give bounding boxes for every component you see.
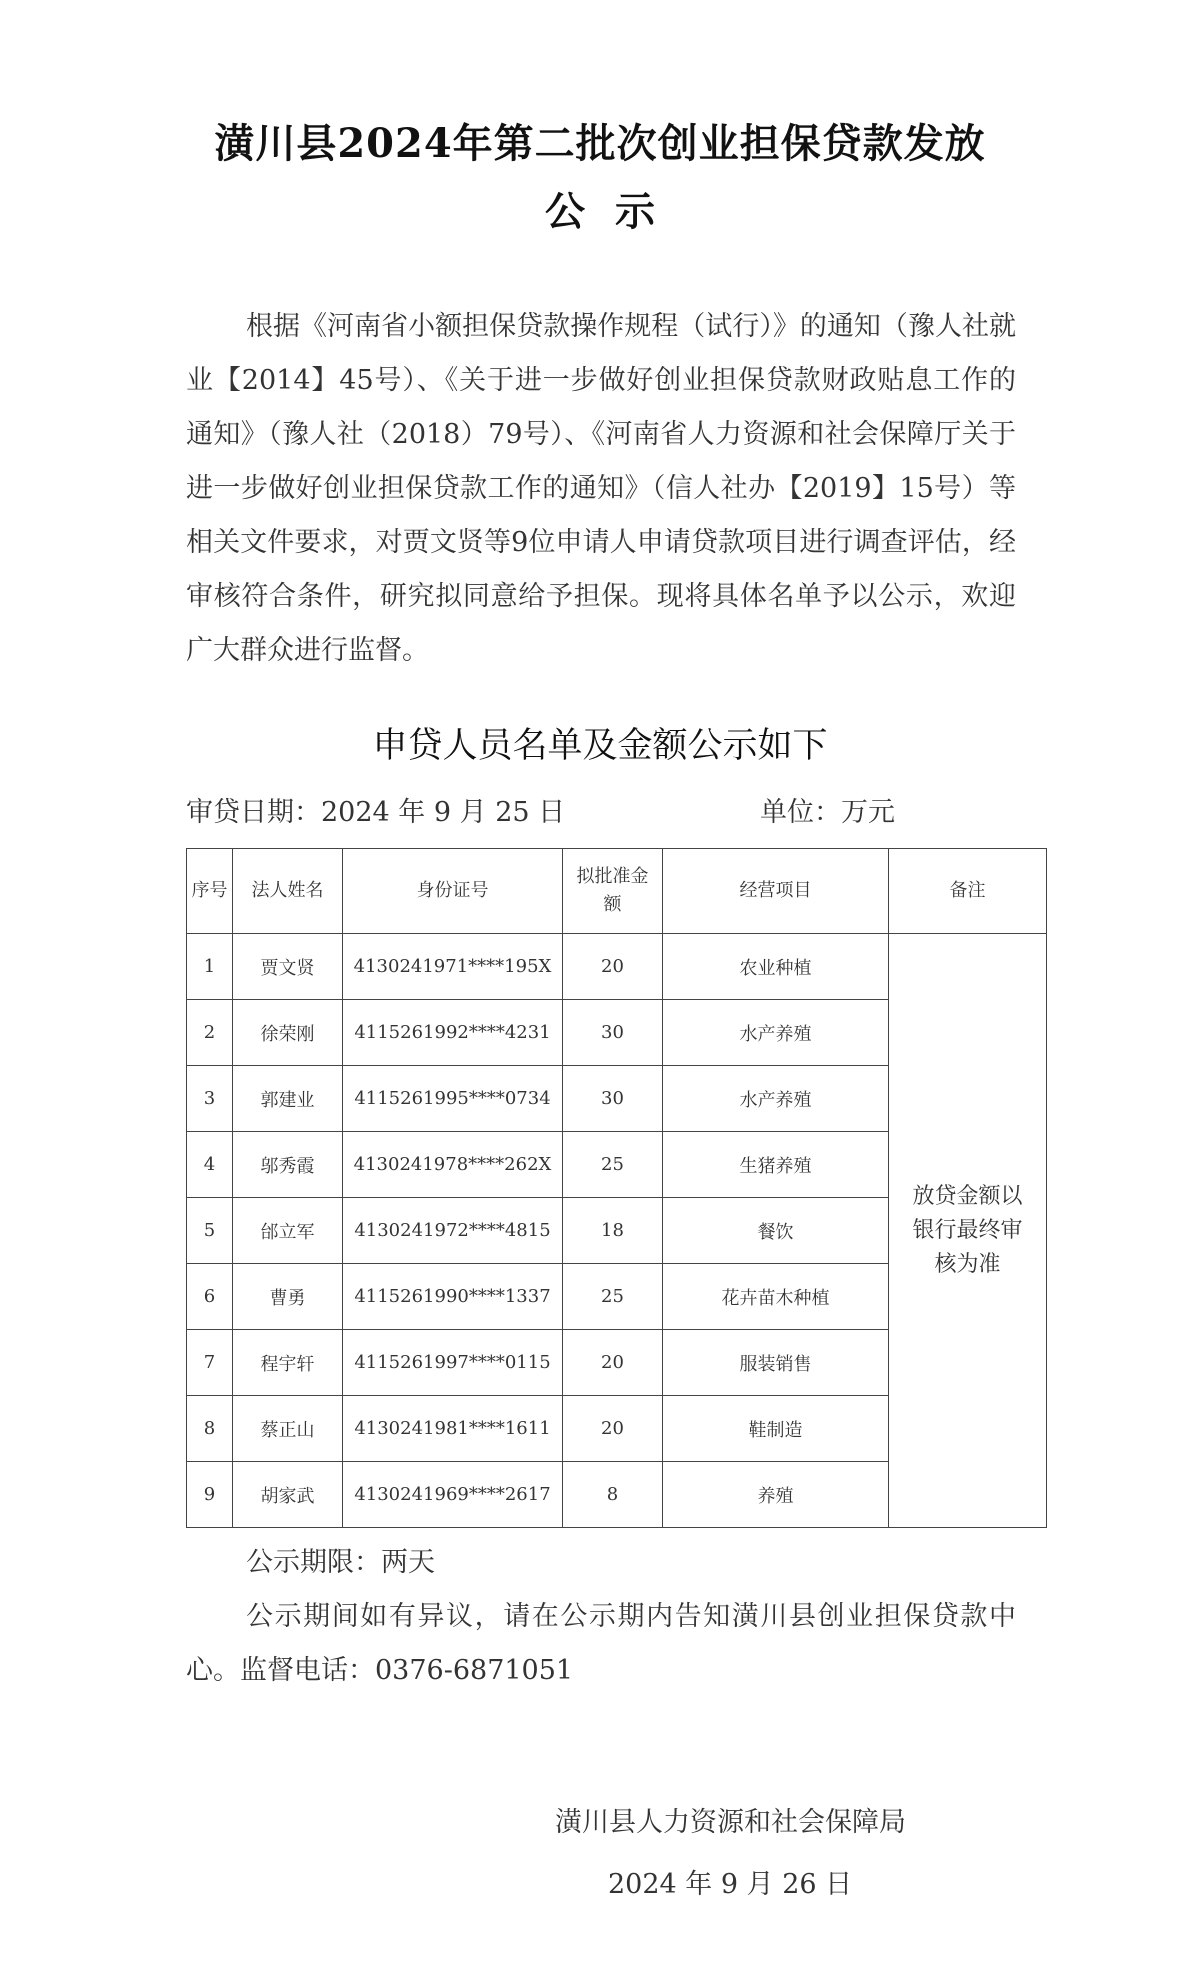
cell-id: 4130241978****262X <box>343 1132 563 1198</box>
notice-contact: 公示期间如有异议，请在公示期内告知潢川县创业担保贷款中心。监督电话：0376-6871051 <box>186 1601 1016 1686</box>
cell-name: 郭建业 <box>233 1066 343 1132</box>
header-project: 经营项目 <box>663 849 889 934</box>
document-title-notice: 公示 <box>545 188 685 235</box>
notice-period: 公示期限：两天 <box>246 1547 435 1578</box>
cell-index: 3 <box>187 1066 233 1132</box>
cell-index: 1 <box>187 934 233 1000</box>
cell-index: 7 <box>187 1330 233 1396</box>
cell-amount: 20 <box>563 1330 663 1396</box>
header-index: 序号 <box>187 849 233 934</box>
intro-paragraph: 根据《河南省小额担保贷款操作规程（试行）》的通知（豫人社就业【2014】45号）、《关于进一步做好创业担保贷款财政贴息工作的通知》（豫人社（2018）79号）、《河南省人力资源和社会保障厅关于进一步做好创业担保贷款工作的通知》（信人社办【2019】15号）等相关文件要求，对贾文贤等9位申请人申请贷款项目进行调查评估，经审核符合条件，研究拟同意给予担保。现将具体名单予以公示，欢迎广大群众进行监督。 <box>186 311 1016 666</box>
cell-name: 胡家武 <box>233 1462 343 1528</box>
cell-project: 餐饮 <box>663 1198 889 1264</box>
cell-id: 4130241981****1611 <box>343 1396 563 1462</box>
cell-index: 4 <box>187 1132 233 1198</box>
cell-project: 花卉苗木种植 <box>663 1264 889 1330</box>
table-row <box>187 934 1047 1000</box>
cell-project: 农业种植 <box>663 934 889 1000</box>
cell-name: 蔡正山 <box>233 1396 343 1462</box>
cell-name: 邰立军 <box>233 1198 343 1264</box>
header-remark: 备注 <box>889 849 1047 934</box>
cell-index: 6 <box>187 1264 233 1330</box>
cell-name: 邬秀霞 <box>233 1132 343 1198</box>
header-amount: 拟批准金额 <box>563 849 663 934</box>
cell-id: 4130241969****2617 <box>343 1462 563 1528</box>
cell-index: 8 <box>187 1396 233 1462</box>
cell-amount: 8 <box>563 1462 663 1528</box>
cell-id: 4130241971****195X <box>343 934 563 1000</box>
cell-name: 程宇轩 <box>233 1330 343 1396</box>
cell-project: 养殖 <box>663 1462 889 1528</box>
cell-index: 9 <box>187 1462 233 1528</box>
cell-project: 水产养殖 <box>663 1066 889 1132</box>
cell-amount: 20 <box>563 1396 663 1462</box>
cell-project: 鞋制造 <box>663 1396 889 1462</box>
cell-amount: 25 <box>563 1132 663 1198</box>
issuing-organization: 潢川县人力资源和社会保障局 <box>555 1807 906 1838</box>
cell-project: 生猪养殖 <box>663 1132 889 1198</box>
cell-amount: 30 <box>563 1066 663 1132</box>
cell-index: 5 <box>187 1198 233 1264</box>
header-name: 法人姓名 <box>233 849 343 934</box>
cell-id: 4130241972****4815 <box>343 1198 563 1264</box>
cell-amount: 20 <box>563 934 663 1000</box>
cell-amount: 18 <box>563 1198 663 1264</box>
document-title: 潢川县2024年第二批次创业担保贷款发放 <box>214 120 986 167</box>
cell-remark: 放贷金额以银行最终审核为准 <box>889 934 1047 1528</box>
cell-amount: 30 <box>563 1000 663 1066</box>
cell-project: 服装销售 <box>663 1330 889 1396</box>
cell-index: 2 <box>187 1000 233 1066</box>
unit-label: 单位：万元 <box>760 797 895 828</box>
table-header-row <box>187 849 1047 934</box>
review-date: 审贷日期：2024 年 9 月 25 日 <box>186 797 566 828</box>
cell-name: 曹勇 <box>233 1264 343 1330</box>
list-subtitle: 申贷人员名单及金额公示如下 <box>372 726 828 766</box>
issue-date: 2024 年 9 月 26 日 <box>608 1869 853 1900</box>
cell-amount: 25 <box>563 1264 663 1330</box>
cell-project: 水产养殖 <box>663 1000 889 1066</box>
cell-id: 4115261995****0734 <box>343 1066 563 1132</box>
cell-id: 4115261997****0115 <box>343 1330 563 1396</box>
applicant-table <box>186 848 1047 1528</box>
cell-name: 贾文贤 <box>233 934 343 1000</box>
cell-name: 徐荣刚 <box>233 1000 343 1066</box>
header-id: 身份证号 <box>343 849 563 934</box>
cell-id: 4115261990****1337 <box>343 1264 563 1330</box>
cell-id: 4115261992****4231 <box>343 1000 563 1066</box>
